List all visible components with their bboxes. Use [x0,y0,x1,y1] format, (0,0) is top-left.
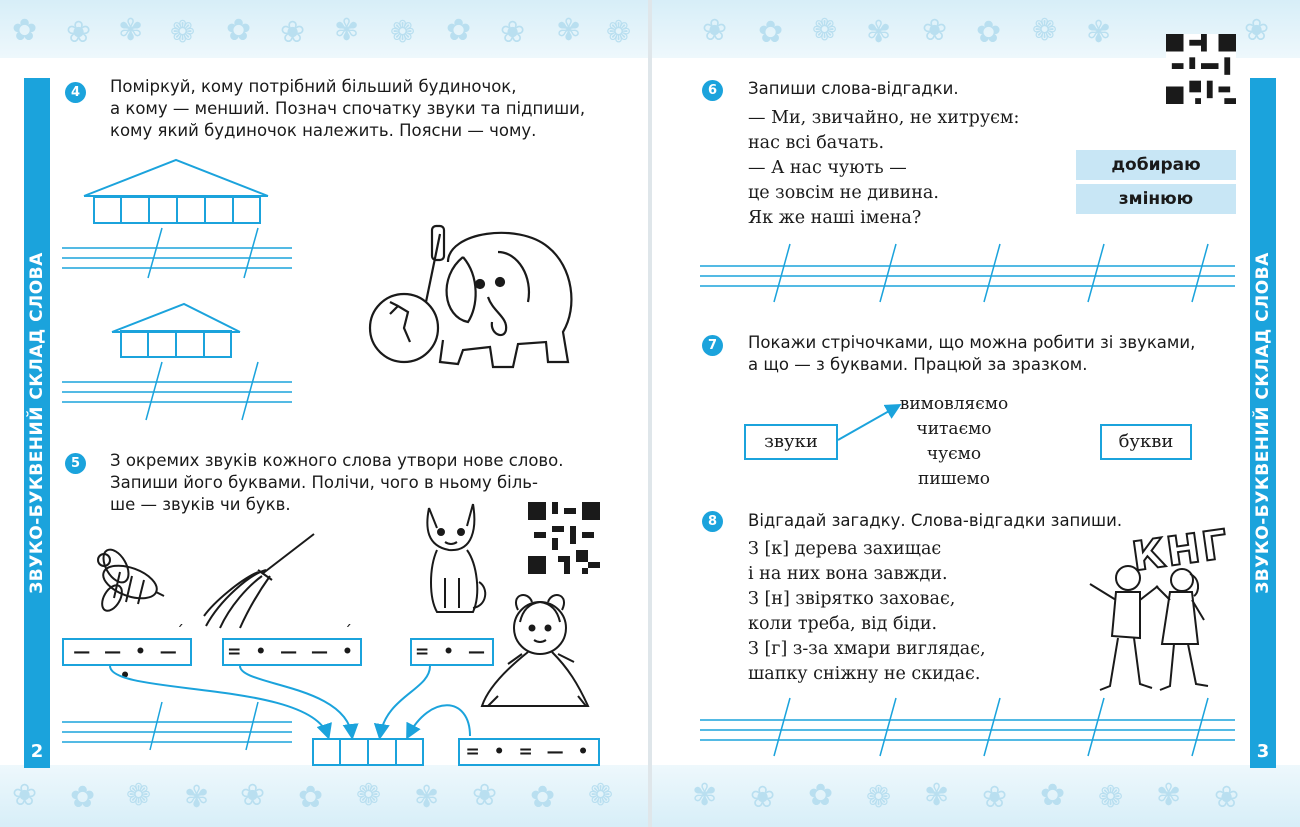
poem-line: З [н] звірятко заховає, [748,589,956,609]
writing-lines-3[interactable] [62,702,302,752]
word-chuyemo[interactable]: чуємо [926,444,982,464]
page-number: 2 [30,741,44,762]
word-pyshemo[interactable]: пишемо [918,469,990,489]
task-line: кому який будиночок належить. Поясни — чому. [110,121,537,140]
poem-line: З [к] дерева захищає [748,539,942,559]
task-number-5: 5 [65,453,86,474]
poem-line: Як же наші імена? [748,208,922,228]
task-8-poem [748,537,1108,687]
task-line: Покажи стрічочками, що можна робити зі звуками, [748,333,1196,352]
task-6-poem [748,106,1108,231]
top-ornament: ✿ ❀ ✾ ❁ ✿ ❀ ✾ ❁ ✿ ❀ ✾ ❁ [0,0,648,58]
task-7-text [748,332,1248,376]
task-8-instruction: Відгадай загадку. Слова-відгадки запиши. [748,511,1123,530]
poem-line: шапку сніжну не скидає. [748,664,981,684]
qr-code-icon[interactable] [528,502,600,574]
right-sidebar [1250,78,1276,768]
scheme-cat[interactable] [410,638,494,666]
elephant-illustration [368,222,598,372]
task-number-6: 6 [702,80,723,101]
bottom-ornament: ✾ ❀ ✿ ❁ ✾ ❀ ✿ ❁ ✾ ❀ [652,765,1300,827]
qr-code-icon[interactable] [1166,34,1236,104]
task-line: Запиши його буквами. Полічи, чого в ньому біль- [110,473,538,492]
scheme-broom-text: = • — — • [227,642,357,662]
scheme-doll[interactable] [458,738,600,766]
task-number-7: 7 [702,335,723,356]
stress-mark: ´ [176,622,184,641]
big-house-cells[interactable] [93,196,261,224]
poem-line: — А нас чують — [748,158,907,178]
children-illustration [1078,556,1218,696]
tag-zminyuyu: змінюю [1076,184,1236,214]
left-sidebar [24,78,50,768]
picture-letters: КНГ [1129,521,1233,581]
task-number-8: 8 [702,511,723,532]
scheme-bee[interactable] [62,622,192,686]
poem-line: коли треба, від біди. [748,614,938,634]
writing-lines-8[interactable] [700,698,1240,758]
word-vymovlyayemo[interactable]: вимовляємо [899,394,1009,414]
poem-line: нас всі бачать. [748,133,885,153]
scheme-doll-text: = • = — • [465,742,593,762]
example-arrow [836,402,906,442]
scheme-broom[interactable] [222,622,362,666]
task-number-4: 4 [65,82,86,103]
sounds-box[interactable]: звуки [744,424,838,460]
tag-dobyrayu: добираю [1076,150,1236,180]
page-number: 3 [1256,741,1270,762]
writing-lines-1[interactable] [62,228,302,278]
right-page [652,0,1300,827]
word-chytayemo[interactable]: читаємо [916,419,992,439]
sidebar-title: ЗВУКО-БУКВЕНИЙ СКЛАД СЛОВА [27,252,47,594]
bee-illustration [90,540,170,620]
poem-line: це зовсім не дивина. [748,183,939,203]
bottom-ornament: ❀ ✿ ❁ ✾ ❀ ✿ ❁ ✾ ❀ ✿ ❁ [0,765,648,827]
poem-line: З [г] з-за хмари виглядає, [748,639,986,659]
answer-cells[interactable] [312,738,424,766]
writing-lines-2[interactable] [62,362,302,422]
scheme-cat-text: = • — [415,642,489,662]
writing-lines-6[interactable] [700,244,1240,304]
top-ornament: ❀ ✿ ❁ ✾ ❀ ✿ ❁ ✾ ❀ [652,0,1300,58]
sidebar-title: ЗВУКО-БУКВЕНИЙ СКЛАД СЛОВА [1253,252,1273,594]
small-house-cells[interactable] [120,330,232,358]
task-line: а кому — менший. Познач спочатку звуки та підпиши, [110,99,586,118]
poem-line: і на них вона завжди. [748,564,948,584]
broom-illustration [200,530,320,630]
scheme-bee-text: — — • — • [73,642,181,686]
letters-box[interactable]: букви [1100,424,1192,460]
task-4-text [110,76,600,142]
task-line: а що — з буквами. Працюй за зразком. [748,355,1088,374]
task-line: ше — звуків чи букв. [110,495,291,514]
stress-mark: ´ [344,622,352,641]
left-page [0,0,648,827]
task-line: Поміркуй, кому потрібний більший будиночок, [110,77,517,96]
task-line: З окремих звуків кожного слова утвори нове слово. [110,451,564,470]
poem-line: — Ми, звичайно, не хитруєм: [748,108,1020,128]
task-6-instruction: Запиши слова-відгадки. [748,79,959,98]
